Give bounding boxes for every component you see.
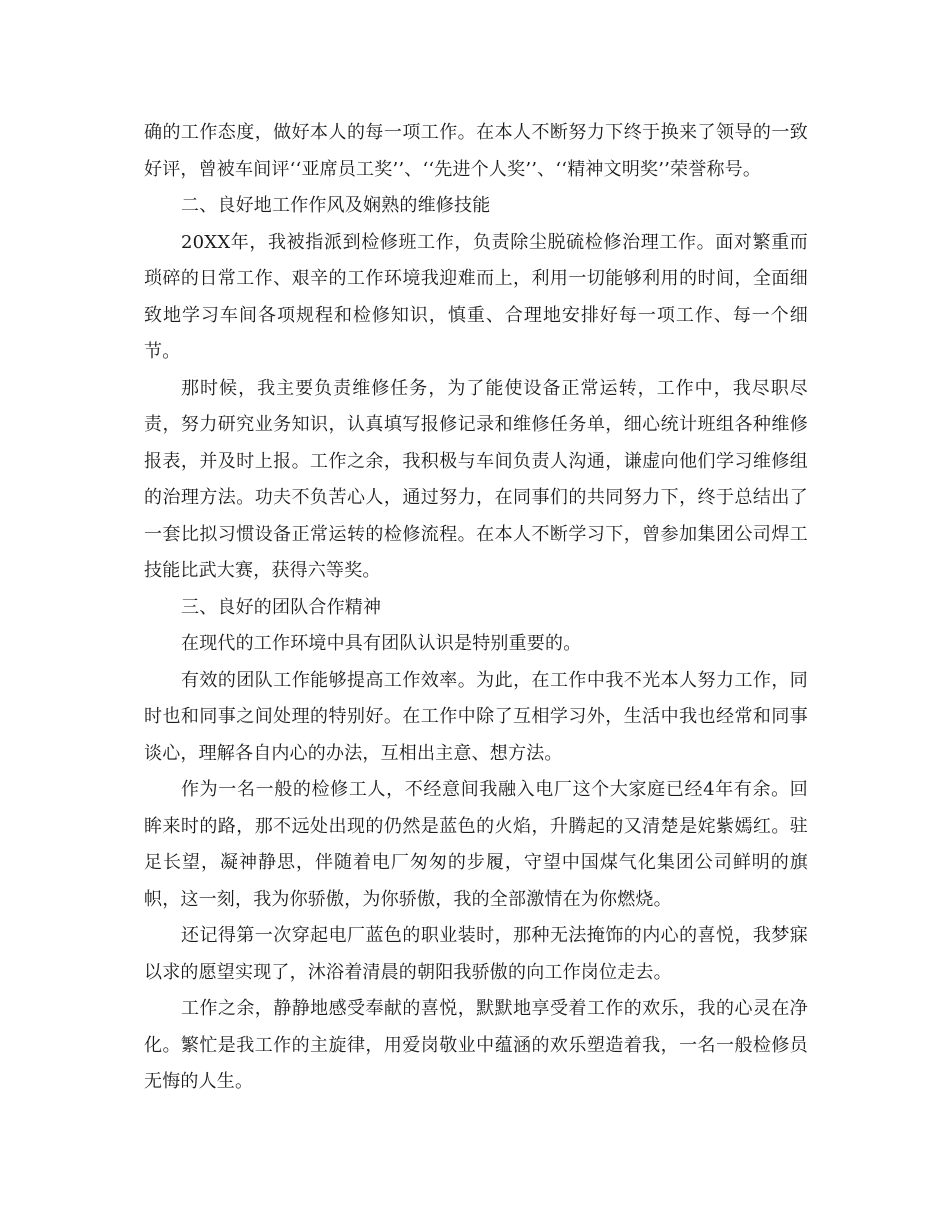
paragraph-power-plant-years: 作为一名一般的检修工人，不经意间我融入电厂这个大家庭已经4年有余。回眸来时的路，那不远处出现的仍然是蓝色的火焰，升腾起的又清楚是姹紫嫣红。驻足长望，凝神静思，伴随着电厂匆匆的步履，守望中国煤气化集团公司鲜明的旗帜，这一刻，我为你骄傲，为你骄傲，我的全部激情在为你燃烧。 [144,779,808,910]
paragraph-dedication: 工作之余，静静地感受奉献的喜悦，默默地享受着工作的欢乐，我的心灵在净化。繁忙是我工作的主旋律，用爱岗敬业中蕴涵的欢乐塑造着我，一名一般检修员无悔的人生。 [144,998,808,1092]
paragraph-award-summary: 确的工作态度，做好本人的每一项工作。在本人不断努力下终于换来了领导的一致好评，曾被车间评‘‘亚席员工奖’’、‘‘先进个人奖’’、‘‘精神文明奖’’荣誉称号。 [144,122,808,180]
paragraph-team-efficiency: 有效的团队工作能够提高工作效率。为此，在工作中我不光本人努力工作，同时也和同事之间处理的特别好。在工作中除了互相学习外，生活中我也经常和同事谈心，理解各自内心的办法，互相出主意、想方法。 [144,669,808,764]
paragraph-team-awareness: 在现代的工作环境中具有团队认识是特别重要的。 [181,633,582,654]
section-heading-work-style: 二、良好地工作作风及娴熟的维修技能 [181,195,491,216]
paragraph-first-uniform: 还记得第一次穿起电厂蓝色的职业装时，那种无法掩饰的内心的喜悦，我梦寐以求的愿望实现了，沐浴着清晨的朝阳我骄傲的向工作岗位走去。 [144,925,808,983]
paragraph-maintenance-duties: 那时候，我主要负责维修任务，为了能使设备正常运转，工作中，我尽职尽责，努力研究业务知识，认真填写报修记录和维修任务单，细心统计班组各种维修报表，并及时上报。工作之余，我积极与车间负责人沟通，谦虚向他们学习维修组的治理方法。功夫不负苦心人，通过努力，在同事们的共同努力下，终于总结出了一套比拟习惯设备正常运转的检修流程。在本人不断学习下，曾参加集团公司焊工技能比武大赛，获得六等奖。 [144,377,808,581]
document-body [144,115,808,1101]
paragraph-maintenance-assignment: 20XX年，我被指派到检修班工作，负责除尘脱硫检修治理工作。面对繁重而琐碎的日常工作、艰辛的工作环境我迎难而上，利用一切能够利用的时间，全面细致地学习车间各项规程和检修知识，慎重、合理地安排好每一项工作、每一个细节。 [144,231,808,362]
section-heading-teamwork: 三、良好的团队合作精神 [181,596,382,618]
